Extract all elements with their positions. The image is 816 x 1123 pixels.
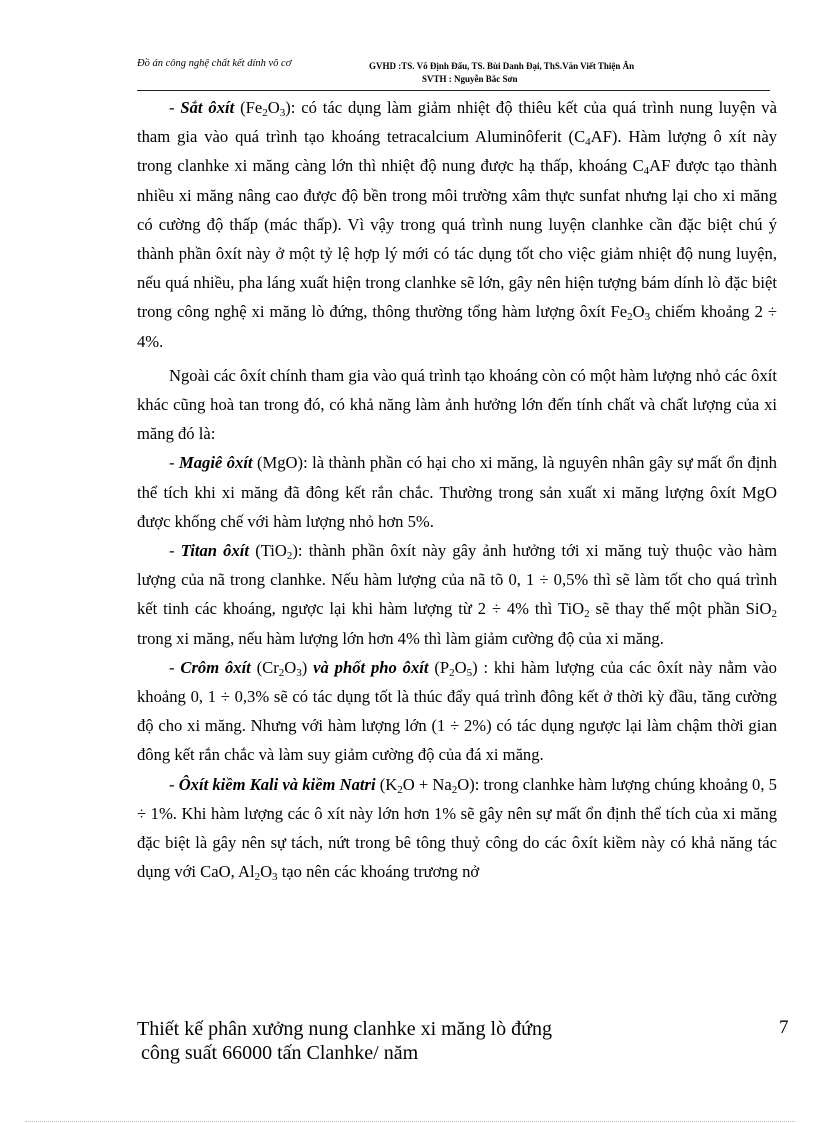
body-text bbox=[137, 93, 777, 886]
term-titanium-oxide: Titan ôxít bbox=[180, 541, 249, 561]
footer-title-line-1: Thiết kế phân xưởng nung clanhke xi măng lò đứng bbox=[137, 1018, 552, 1040]
footer-title bbox=[137, 1017, 797, 1065]
paragraph-chromium-phosphorus-oxide: - Crôm ôxít $(Cr_2O_3)$ và phốt pho ôxít $(P_2O_5)$ : khi hàm lượng của các ôxít này nằm vào khoảng 0, 1 ÷ 0,3% sẽ có tác dụng tốt là thúc đẩy quá trình đông kết ở thời kỳ đầu, tăng cường độ cho xi măng. Nhưng với hàm lượng lớn (1 ÷ 2%) có tác dụng ngược lại làm chậm thời gian đông kết rắn chắc và làm suy giảm cường độ của đá xi măng. bbox=[137, 657, 777, 765]
advisors-line: GVHD :TS. Võ Định Đấu, TS. Bùi Danh Đại, ThS.Văn Viết Thiện Ân bbox=[369, 61, 635, 71]
page-header bbox=[137, 56, 697, 92]
bottom-divider bbox=[25, 1121, 795, 1122]
term-chromium-oxide: Crôm ôxít bbox=[180, 657, 251, 677]
header-credits bbox=[369, 60, 634, 86]
header-divider bbox=[137, 90, 770, 91]
paragraph-titanium-oxide: - Titan ôxít (TiO$_2$): thành phần ôxít này gây ảnh hưởng tới xi măng tuỳ thuộc vào hàm lượng của nã trong clanhke. Nếu hàm lượng của nã tõ 0, 1 ÷ 0,5% thì sẽ làm tốt cho quá trình kết tinh các khoáng, ngược lại khi hàm lượng từ 2 ÷ 4% thì TiO$_2$ sẽ thay thế một phần SiO$_2$ trong xi măng, nếu hàm lượng lớn hơn 4% thì làm giảm cường độ của xi măng. bbox=[137, 541, 777, 648]
term-phosphorus-oxide: và phốt pho ôxít bbox=[313, 657, 429, 677]
paragraph-iron-oxide: - Sắt ôxít $(Fe_2O_3)$: có tác dụng làm giảm nhiệt độ thiêu kết của quá trình nung luyện và tham gia vào quá trình tạo khoáng tetracalcium Aluminôferit $(C_4AF)$. Hàm lượng ô xít này trong clanhke xi măng càng lớn thì nhiệt độ nung được hạ thấp, khoáng $C_4AF$ được tạo thành nhiều xi măng nâng cao được độ bền trong môi trường xâm thực sunfat nhưng lại cho xi măng có cường độ thấp (mác thấp). Vì vậy trong quá trình nung luyện clanhke cần đặc biệt chú ý thành phần ôxít này ở một tỷ lệ hợp lý mới có tác dụng tốt cho việc giảm nhiệt độ nung luyện, nếu quá nhiều, pha láng xuất hiện trong clanhke sẽ lớn, gây nên hiện tượng bám dính lò đặc biệt trong công nghệ xi măng lò đứng, thông thường tổng hàm lượng ôxít $Fe_2O_3$ chiếm khoảng 2 ÷ 4%. bbox=[137, 98, 777, 351]
term-alkali-oxides: Ôxít kiềm Kali và kiềm Natri bbox=[178, 774, 376, 794]
paragraph-alkali-oxides: - Ôxít kiềm Kali và kiềm Natri $(K_2O + Na_2O)$: trong clanhke hàm lượng chúng khoảng 0, 5 ÷ 1%. Khi hàm lượng các ô xít này lớn hơn 1% sẽ gây nên sự mất ổn định thể tích của xi măng đặc biệt là gây nên sự tách, nứt trong bê tông thuỷ công do các ôxít kiềm này có khả năng tác dụng với CaO, $Al_2O_3$ tạo nên các khoáng trương nở bbox=[137, 774, 777, 884]
student-line: SVTH : Nguyễn Bắc Sơn bbox=[422, 74, 518, 84]
paragraph-minor-oxides: Ngoài các ôxít chính tham gia vào quá trình tạo khoáng còn có một hàm lượng nhỏ các ôxít khác cũng hoà tan trong đó, có khả năng làm ảnh hưởng lớn đến tính chất và chất lượng của xi măng đó là: bbox=[137, 365, 777, 444]
term-iron-oxide: Sắt ôxít bbox=[180, 98, 235, 117]
footer-title-line-2: công suất 66000 tấn Clanhke/ năm bbox=[141, 1042, 419, 1064]
page-number: 7 bbox=[779, 1017, 789, 1038]
paragraph-magnesium-oxide: - Magiê ôxít (MgO): là thành phần có hại cho xi măng, là nguyên nhân gây sự mất ổn định thể tích khi xi măng đã đông kết rắn chắc. Thường trong sản xuất xi măng lượng ôxít MgO được khống chế với hàm lượng nhỏ hơn 5%. bbox=[137, 453, 777, 531]
project-title: Đồ án công nghệ chất kết dính vô cơ bbox=[137, 58, 292, 69]
page-footer bbox=[137, 1017, 797, 1065]
term-magnesium-oxide: Magiê ôxít bbox=[178, 453, 253, 473]
